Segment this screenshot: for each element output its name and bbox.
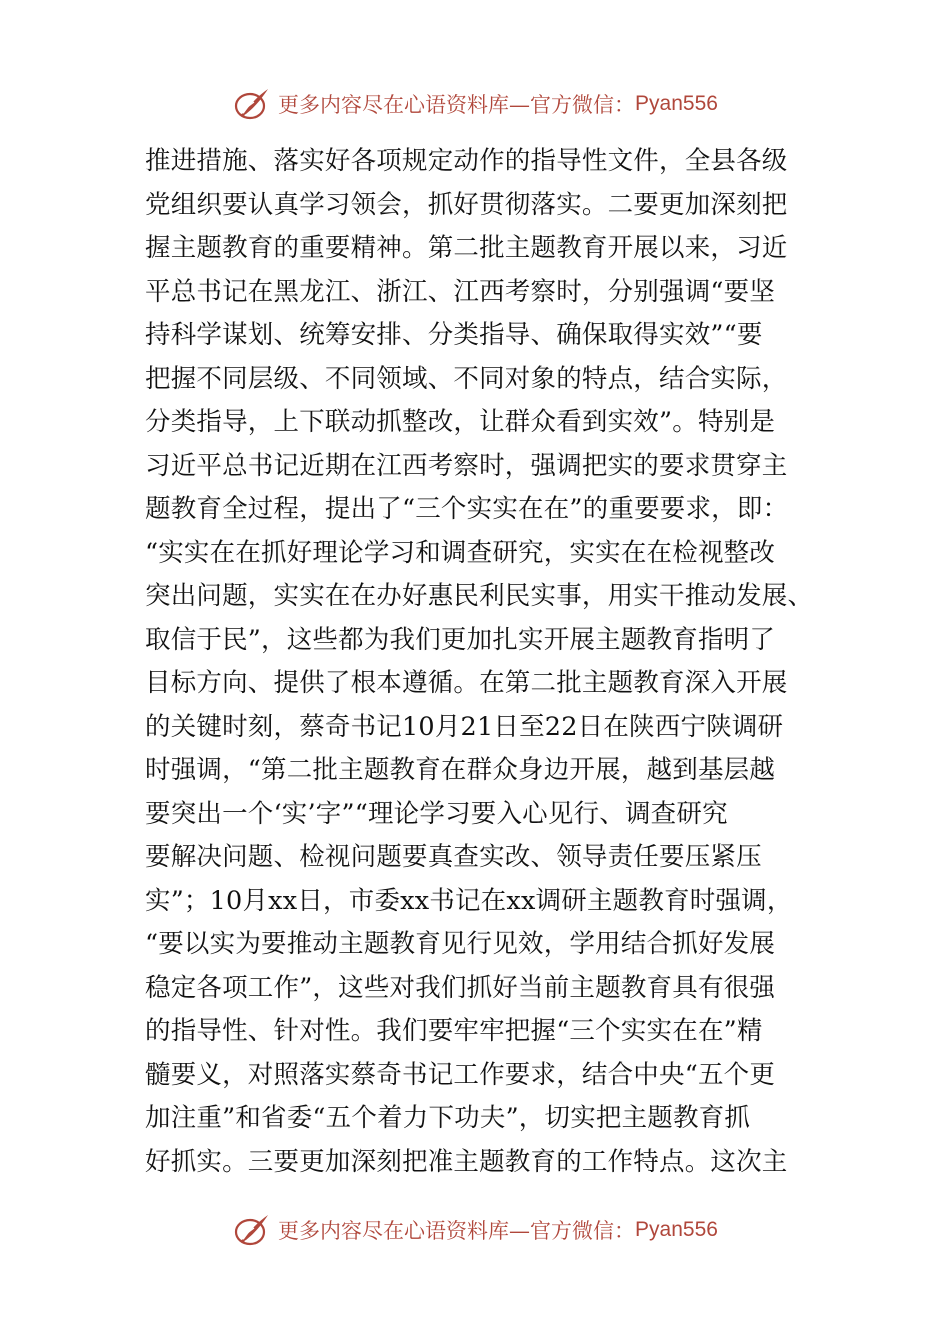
- body-line: 持科学谋划、统筹安排、分类指导、确保取得实效”“要: [145, 320, 763, 350]
- header-banner-text: 更多内容尽在心语资料库—官方微信：: [278, 93, 636, 117]
- footer-wechat-id: Pyan556: [635, 1218, 718, 1241]
- body-line: 目标方向、提供了根本遵循。在第二批主题教育深入开展: [145, 668, 788, 698]
- body-line: 握主题教育的重要精神。第二批主题教育开展以来，习近: [145, 233, 788, 263]
- body-line: 实”；10月xx日，市委xx书记在xx调研主题教育时强调，: [145, 885, 793, 916]
- body-line: 要突出一个‘实’字”“理论学习要入心见行、调查研究: [145, 798, 728, 829]
- header-wechat-id: Pyan556: [635, 92, 718, 115]
- body-line: 习近平总书记近期在江西考察时，强调把实的要求贯穿主: [145, 450, 788, 481]
- quill-pen-logo-icon: [232, 86, 272, 122]
- body-line: 平总书记在黑龙江、浙江、江西考察时，分别强调“要坚: [145, 276, 776, 307]
- body-line: 时强调，“第二批主题教育在群众身边开展，越到基层越: [145, 755, 776, 785]
- body-line: “要以实为要推动主题教育见行见效，学用结合抓好发展: [145, 929, 776, 959]
- body-line: “实实在在抓好理论学习和调查研究，实实在在检视整改: [145, 537, 776, 568]
- footer-banner: [0, 1210, 950, 1250]
- document-body: [145, 140, 825, 1184]
- body-line: 分类指导，上下联动抓整改，让群众看到实效”。特别是: [145, 407, 776, 437]
- body-line: 题教育全过程，提出了“三个实实在在”的重要要求，即：: [145, 494, 789, 524]
- body-line: 党组织要认真学习领会，抓好贯彻落实。二要更加深刻把: [145, 189, 788, 220]
- body-line: 要解决问题、检视问题要真查实改、领导责任要压紧压: [145, 842, 762, 872]
- body-line: 髓要义，对照落实蔡奇书记工作要求，结合中央“五个更: [145, 1059, 776, 1090]
- body-line: 把握不同层级、不同领域、不同对象的特点，结合实际，: [145, 363, 788, 394]
- body-line: 加注重”和省委“五个着力下功夫”，切实把主题教育抓: [145, 1103, 751, 1133]
- body-line: 好抓实。三要更加深刻把准主题教育的工作特点。这次主: [145, 1146, 788, 1177]
- footer-banner-text: 更多内容尽在心语资料库—官方微信：: [278, 1219, 636, 1243]
- body-line: 的指导性、针对性。我们要牢牢把握“三个实实在在”精: [145, 1016, 763, 1046]
- quill-pen-logo-icon: [232, 1212, 272, 1248]
- body-line: 突出问题，实实在在办好惠民利民实事，用实干推动发展、: [145, 581, 814, 611]
- body-line: 的关键时刻，蔡奇书记10月21日至22日在陕西宁陕调研: [145, 711, 784, 742]
- body-line: 稳定各项工作”，这些对我们抓好当前主题教育具有很强: [145, 972, 776, 1003]
- header-banner: [0, 84, 950, 124]
- body-line: 推进措施、落实好各项规定动作的指导性文件，全县各级: [145, 146, 788, 176]
- body-line: 取信于民”，这些都为我们更加扎实开展主题教育指明了: [145, 624, 776, 655]
